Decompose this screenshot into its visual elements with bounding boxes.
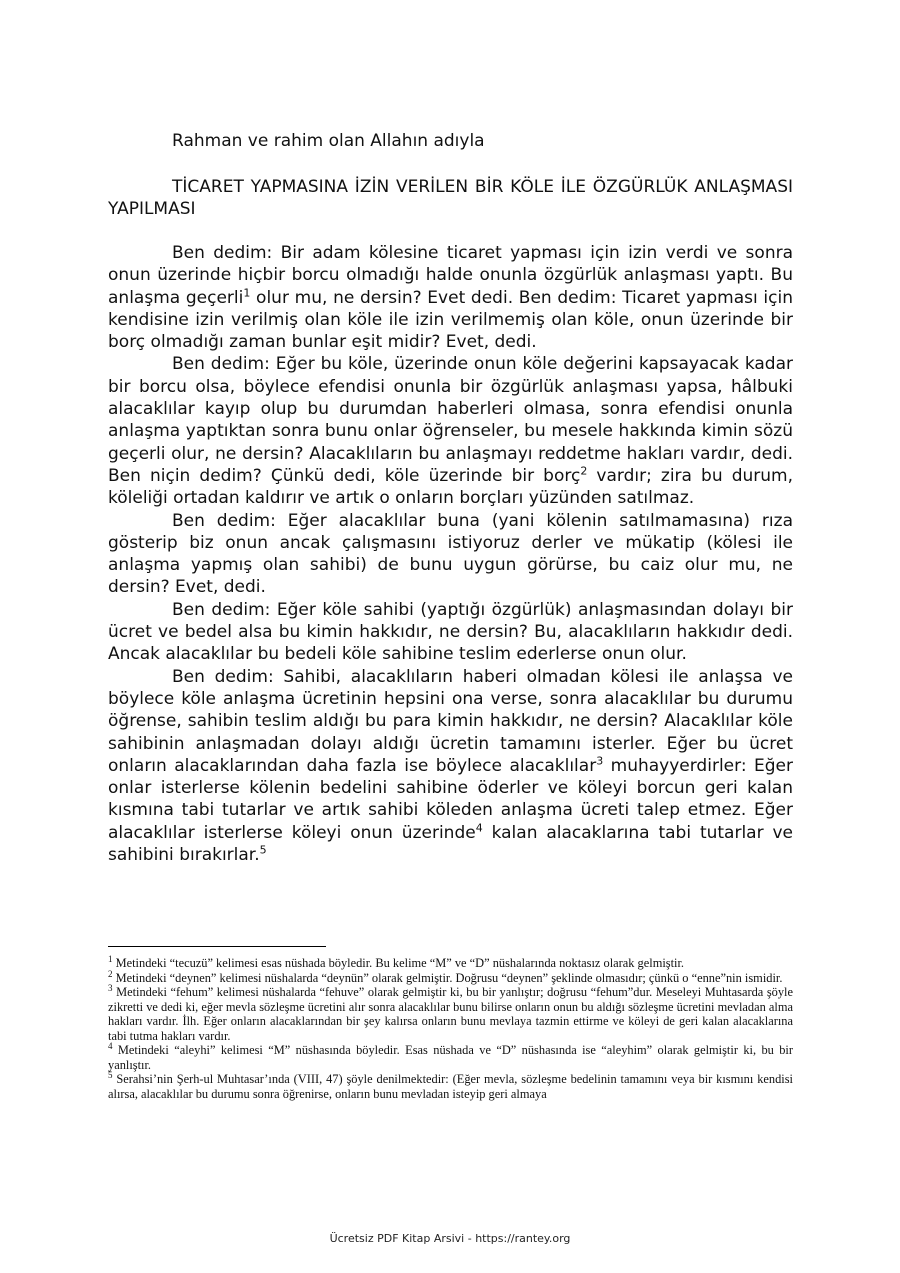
paragraph-4: Ben dedim: Eğer köle sahibi (yaptığı özgürlük) anlaşmasından dolayı bir ücret ve bedel alsa bu kimin hakkıdır, ne dersin? Bu, alacaklıların hakkıdır dedi. Ancak alacaklılar bu bedeli köle sahibine teslim ederlerse onun olur. (108, 599, 793, 665)
footnote-ref-5[interactable]: 5 (259, 843, 267, 857)
footnote-ref-1[interactable]: 1 (243, 285, 251, 299)
paragraph-5: Ben dedim: Sahibi, alacaklıların haberi olmadan kölesi ile anlaşsa ve böylece köle anlaşma ücretinin hepsini ona verse, sonra alacaklılar bu durumu öğrense, sahibin teslim aldığı bu para kimin hakkıdır, ne dersin? Alacaklılar köle sahibinin anlaşmadan dolayı aldığı ücretin tamamını isterler. Eğer bu ücret onların alacaklarından daha fazla ise böylece alacaklılar$^3$ muhayyerdirler: Eğer onlar isterlerse kölenin bedelini sahibine öderler ve köleyi borcun geri kalan kısmına tabi tutarlar ve artık sahibi köleden anlaşma ücreti talep etmez. Eğer alacaklılar isterlerse köleyi onun üzerinde$^4$ kalan alacaklarına tabi tutarlar ve sahibini bırakırlar.$^5$ (108, 666, 793, 866)
footnote-3: $^3$ Metindeki “fehum” kelimesi nüshalarda “fehuve” olarak gelmiştir ki, bu bir yanlıştır; doğrusu “fehum”dur. Meseleyi Muhtasarda şöyle zikretti ve dedi ki, eğer mevla sözleşme ücretini alır sonra alacaklılar bunu bilirse onların onun bu aldığı sözleşme ücretini mevladan alma hakları vardır. İlh. Eğer onların alacaklarından bir şey kalırsa onların bunu mevlaya tazmin ettirme ve köleyi de geri kalan alacaklarına tabi tutma hakları vardır. (108, 982, 793, 1043)
footnote-4: $^4$ Metindeki “aleyhi” kelimesi “M” nüshasında böyledir. Esas nüshada ve “D” nüshasında ise “aleyhim” olarak gelmiştir ki, bu bir yanlıştır. (108, 1040, 793, 1072)
invocation-line: Rahman ve rahim olan Allahın adıyla (172, 131, 485, 151)
footnote-5: $^5$ Serahsi’nin Şerh-ul Muhtasar’ında (VIII, 47) şöyle denilmektedir: (Eğer mevla, sözleşme bedelinin tamamını veya bir kısmını kendisi alırsa, alacaklılar bu durumu sonra öğrenirse, onların bunu mevladan isteyip geri almaya (108, 1069, 793, 1101)
paragraph-2: Ben dedim: Eğer bu köle, üzerinde onun köle değerini kapsayacak kadar bir borcu olsa, böylece efendisi onunla bir özgürlük anlaşması yapsa, hâlbuki alacaklılar kayıp olup bu durumdan haberleri olmasa, sonra efendisi onunla anlaşma yaptıktan sonra bunu onlar öğrenseler, bu mesele hakkında kimin sözü geçerli olur, ne dersin? Alacaklıların bu anlaşmayı reddetme hakları vardır, dedi. Ben niçin dedim? Çünkü dedi, köle üzerinde bir borç$^2$ vardır; zira bu durum, köleliği ortadan kaldırır ve artık o onların borçları yüzünden satılmaz. (108, 354, 793, 509)
footnote-separator (108, 946, 326, 947)
footnote-ref-3[interactable]: 3 (596, 754, 604, 768)
paragraph-3: Ben dedim: Eğer alacaklılar buna (yani kölenin satılmamasına) rıza gösterip biz onun ancak çalışmasını istiyoruz derler ve mükatip (kölesi ile anlaşma yapmış olan sahibi) de bunu uygun görürse, bu caiz olur mu, ne dersin? Evet, dedi. (108, 510, 793, 598)
paragraph-1: Ben dedim: Bir adam kölesine ticaret yapması için izin verdi ve sonra onun üzerinde hiçbir borcu olmadığı halde onunla özgürlük anlaşması yaptı. Bu anlaşma geçerli$^1$ olur mu, ne dersin? Evet dedi. Ben dedim: Ticaret yapması için kendisine izin verilmiş olan köle ile izin verilmemiş olan köle, onun üzerinde bir borç olmadığı zaman bunlar eşit midir? Evet, dedi. (108, 243, 793, 353)
footnote-2: $^2$ Metindeki “deynen” kelimesi nüshalarda “deynün” olarak gelmiştir. Doğrusu “deynen” şeklinde olmasıdır; çünkü o “enne”nin ismidir. (108, 968, 783, 985)
footnote-ref-2[interactable]: 2 (580, 464, 588, 478)
main-text (108, 242, 793, 866)
chapter-title: TİCARET YAPMASINA İZİN VERİLEN BİR KÖLE İLE ÖZGÜRLÜK ANLAŞMASI YAPILMASI (108, 177, 793, 219)
footnote-1: $^1$ Metindeki “tecuzü” kelimesi esas nüshada böyledir. Bu kelime “M” ve “D” nüshalarında noktasız olarak gelmiştir. (108, 953, 685, 970)
footnotes (108, 953, 793, 1101)
page-footer[interactable]: Ücretsiz PDF Kitap Arsivi - https://rantey.org (329, 1232, 571, 1245)
footnote-ref-4[interactable]: 4 (475, 821, 483, 835)
